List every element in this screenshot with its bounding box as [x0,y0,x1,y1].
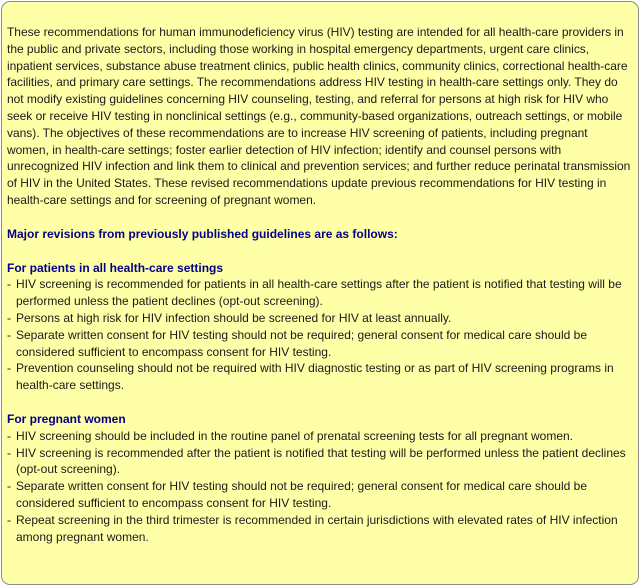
list-item [7,360,632,394]
list-item-text: HIV screening is recommended for patients in all health-care settings after the patient is notified that testing will be performed unless the patient declines (opt-out screening). [16,277,622,309]
list-item [7,327,632,361]
bullet-dash: - [7,428,11,443]
bullet-dash: - [7,277,11,292]
list-item [7,445,632,479]
bullet-dash: - [7,327,11,342]
bullet-dash: - [7,479,11,494]
all-settings-list [7,276,632,394]
list-item [7,428,632,445]
list-item-text: Separate written consent for HIV testing should not be required; general consent for medical care should be considered sufficient to encompass consent for HIV testing. [16,479,588,510]
bullet-dash: - [7,310,11,325]
list-item [7,512,632,546]
list-item-text: HIV screening is recommended after the patient is notified that testing will be performed unless the patient declines (opt-out screening). [16,445,626,477]
intro-paragraph: These recommendations for human immunodeficiency virus (HIV) testing are intended for all health-care providers in the public and private sectors, including those working in hospital emergency departments, urgent care clinics, inpatient services, substance abuse treatment clinics, public health clinics, community clinics, correctional health-care facilities, and primary care settings. The recommendations address HIV testing in health-care settings only. They do not modify existing guidelines concerning HIV counseling, testing, and referral for persons at high risk for HIV who seek or receive HIV testing in nonclinical settings (e.g., community-based organizations, outreach settings, or mobile vans). The objectives of these recommendations are to increase HIV screening of patients, including pregnant women, in health-care settings; foster earlier detection of HIV infection; identify and counsel persons with unrecognized HIV infection and link them to clinical and prevention services; and further reduce perinatal transmission of HIV in the United States. These revised recommendations update previous recommendations for HIV testing in health-care settings and for screening of pregnant women. [7,25,631,207]
list-item-text: Persons at high risk for HIV infection should be screened for HIV at least annually. [16,310,452,325]
list-item [7,276,632,310]
list-item [7,478,632,512]
list-item-text: HIV screening should be included in the routine panel of prenatal screening tests for all pregnant women. [16,428,574,443]
section-heading-all-settings: For patients in all health-care settings [7,260,224,275]
bullet-dash: - [7,512,11,527]
list-item [7,310,632,327]
bullet-dash: - [7,361,11,376]
major-revisions-heading: Major revisions from previously published guidelines are as follows: [7,226,398,241]
list-item-text: Separate written consent for HIV testing should not be required; general consent for medical care should be considered sufficient to encompass consent for HIV testing. [16,327,588,359]
list-item-text: Prevention counseling should not be required with HIV diagnostic testing or as part of HIV screening programs in health-care settings. [16,361,614,393]
bullet-dash: - [7,445,11,460]
summary-panel [1,1,639,585]
pregnant-women-list [7,428,632,546]
list-item-text: Repeat screening in the third trimester is recommended in certain jurisdictions with elevated rates of HIV infection among pregnant women. [16,512,618,544]
section-heading-pregnant-women: For pregnant women [7,411,126,426]
